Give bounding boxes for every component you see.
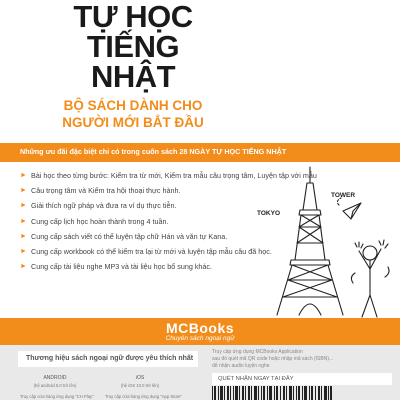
app-instructions: Truy cập ứng dụng MCBooks Application sau đó quét mã QR code hoặc nhập mã sách (ISBN)... để nhận audio luyện nghe	[212, 349, 334, 369]
arrow-bullet-icon: ►	[20, 172, 27, 179]
android-column	[20, 375, 94, 400]
publisher-tagline: Chuyên sách ngoại ngữ	[165, 335, 235, 342]
ios-version: (hệ iOS 10.0 trở lên)	[120, 383, 160, 388]
illustration-label-tokyo: TOKYO	[257, 210, 280, 217]
subtitle-line-2: NGƯỜI MỚI BẮT ĐẦU	[62, 115, 204, 130]
feature-item: ► Cung cấp sách viết có thể luyện tập chữ Hán và văn tự Kana.	[20, 229, 320, 244]
arrow-bullet-icon: ►	[20, 187, 27, 195]
book-title	[58, 2, 208, 92]
arrow-bullet-icon: ►	[20, 248, 27, 256]
mcbooks-logo: MCBooks	[165, 320, 235, 336]
arrow-bullet-icon: ►	[20, 232, 27, 240]
feature-item: ► Bài học theo từng bước: Kiểm tra từ mới, Kiểm tra mẫu câu trọng tâm, Luyện tập với mẫu	[20, 168, 320, 183]
arrow-bullet-icon: ►	[20, 263, 27, 271]
arrow-bullet-icon: ►	[20, 217, 27, 225]
promo-banner	[0, 143, 400, 162]
brand-heading-tab	[18, 351, 198, 367]
app-download-panel	[0, 345, 400, 400]
brand-heading: Thương hiệu sách ngoại ngữ được yêu thích nhất	[26, 355, 194, 362]
arrow-bullet-icon: ►	[20, 202, 27, 210]
illustration-label-tower: TOWER	[331, 192, 356, 199]
feature-item: ► Cung cấp workbook có thể kiểm tra lại từ mới và luyện tập mẫu câu đã học.	[20, 244, 320, 259]
tokyo-tower-illustration	[255, 165, 400, 320]
android-version: (hệ android 5.0 trở lên)	[33, 383, 77, 388]
feature-item: ► Giải thích ngữ pháp và đưa ra ví dụ thực tiễn.	[20, 198, 320, 213]
android-label: ANDROID	[43, 375, 67, 381]
ios-hint: Truy cập cửa hàng ứng dụng "App Store"	[105, 394, 182, 399]
scan-now-button[interactable]	[212, 373, 392, 385]
publisher-bar	[0, 318, 400, 345]
ios-label: iOS	[135, 375, 145, 381]
app-info	[212, 349, 400, 382]
title-line-3: NHẬT	[90, 59, 176, 94]
barcode-image	[212, 386, 332, 400]
title-line-1: TỰ HỌC	[73, 0, 193, 34]
book-subtitle	[58, 97, 208, 131]
feature-item: ► Cung cấp tài liệu nghe MP3 và tài liệu học bổ sung khác.	[20, 259, 320, 274]
subtitle-line-1: BỘ SÁCH DÀNH CHO	[63, 98, 203, 113]
title-line-2: TIẾNG	[86, 29, 180, 64]
feature-item: ► Cung cấp lịch học hoàn thành trong 4 tuần.	[20, 214, 320, 229]
feature-item: ► Câu trọng tâm và Kiểm tra hội thoại thực hành.	[20, 183, 320, 198]
promo-banner-text: Những ưu đãi đặc biệt chỉ có trong cuốn sách 28 NGÀY TỰ HỌC TIẾNG NHẬT	[20, 147, 287, 156]
android-hint: Truy cập cửa hàng ứng dụng "CH Play"	[20, 394, 94, 399]
ios-column	[105, 375, 182, 400]
scan-now-label: QUÉT NHẬN NGAY TẠI ĐÂY	[218, 375, 294, 382]
